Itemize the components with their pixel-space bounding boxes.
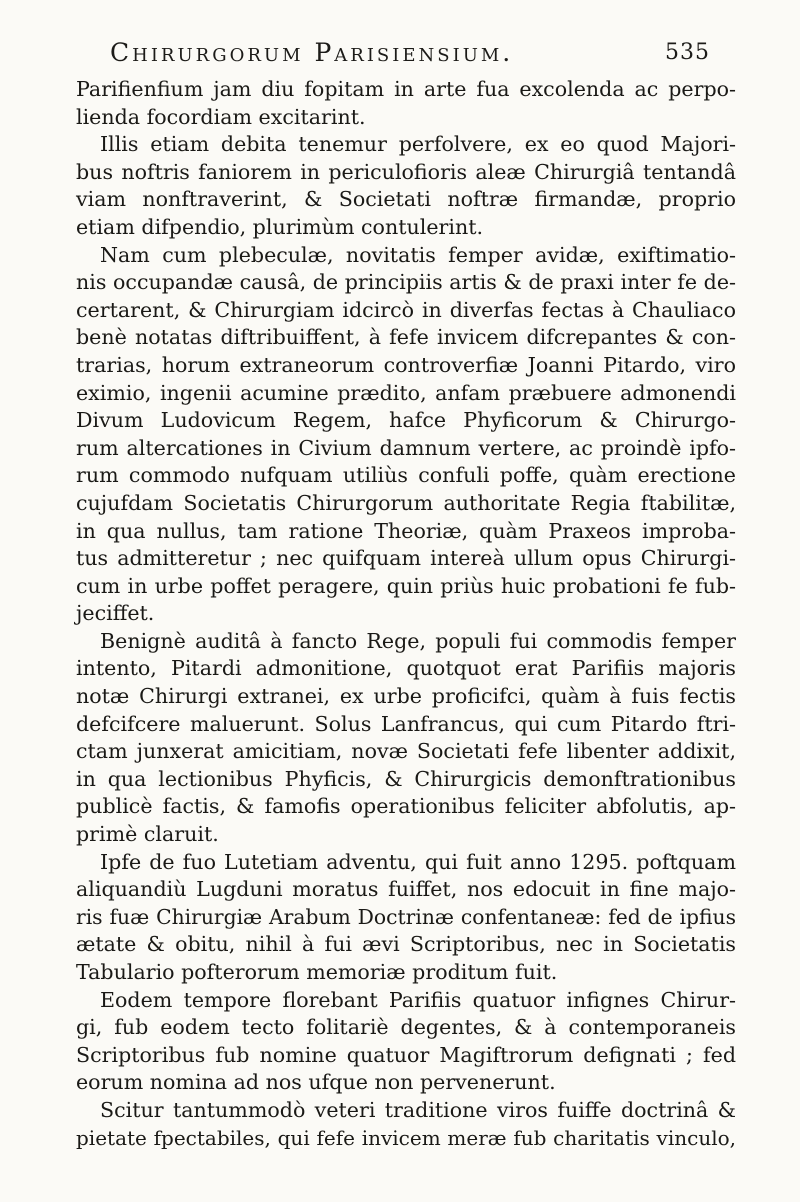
text-line: eorum nomina ad nos ufque non pervenerunt. [76, 1070, 556, 1095]
text-line: Parifienfium jam diu fopitam in arte fua excolenda ac perpo- [76, 77, 736, 101]
text-line: Divum Ludovicum Regem, hafce Phyficorum & Chirurgo- [76, 408, 736, 433]
text-line: lienda focordiam excitarint. [76, 104, 366, 129]
text-line: nis occupandæ causâ, de principiis artis & de praxi inter fe de- [76, 270, 736, 295]
text-line: rum commodo nufquam utiliùs confuli poffe, quàm erectione [76, 463, 736, 488]
running-head [110, 38, 710, 74]
text-line: in qua nullus, tam ratione Theoriæ, quàm Praxeos improba- [76, 518, 736, 543]
text-line: certarent, & Chirurgiam idcircò in diverfas fectas à Chauliaco [76, 297, 736, 322]
text-line: eximio, ingenii acumine prædito, anfam præbuere admonendi [76, 380, 736, 405]
text-line: Tabulario pofterorum memoriæ proditum fuit. [76, 960, 558, 984]
text-line: Ipfe de fuo Lutetiam adventu, qui fuit anno 1295. poftquam [100, 849, 736, 874]
text-line: Scitur tantummodò veteri traditione viros fuiffe doctrinâ & [100, 1097, 736, 1122]
text-line: Eodem tempore florebant Parifiis quatuor infignes Chirur- [100, 987, 736, 1012]
text-line: viam nonftraverint, & Societati noftræ firmandæ, proprio [76, 187, 736, 212]
text-line: etiam difpendio, plurimùm contulerint. [76, 214, 484, 239]
text-line: intento, Pitardi admonitione, quotquot erat Parifiis majoris [76, 656, 736, 681]
text-line: rum altercationes in Civium damnum vertere, ac proindè ipfo- [76, 435, 736, 460]
text-line: notæ Chirurgi extranei, ex urbe proficifci, quàm à fuis fectis [76, 684, 736, 709]
text-line: Benignè auditâ à fancto Rege, populi fui commodis femper [100, 628, 736, 653]
text-line: Illis etiam debita tenemur perfolvere, ex eo quod Majori- [100, 132, 736, 157]
text-line: Scriptoribus fub nomine quatuor Magiftrorum defignati ; fed [76, 1042, 736, 1067]
text-line: pietate fpectabiles, qui fefe invicem meræ fub charitatis vinculo, [76, 1125, 736, 1150]
text-line: jeciffet. [76, 601, 155, 626]
text-line: ætate & obitu, nihil à fui ævi Scriptoribus, nec in Societatis [76, 932, 736, 957]
page-number: 535 [665, 40, 710, 65]
body-text [76, 76, 736, 1152]
text-line: publicè factis, & famofis operationibus feliciter abfolutis, ap- [76, 794, 736, 819]
text-line: gi, fub eodem tecto folitariè degentes, & à contemporaneis [76, 1015, 736, 1040]
text-line: tus admitteretur ; nec quifquam intereà ullum opus Chirurgi- [76, 546, 736, 571]
text-line: ctam junxerat amicitiam, novæ Societati fefe libenter addixit, [76, 739, 736, 764]
text-line: in qua lectionibus Phyficis, & Chirurgicis demonftrationibus [76, 766, 736, 791]
text-line: cum in urbe poffet peragere, quin priùs huic probationi fe fub- [76, 573, 736, 598]
running-title: Chirurgorum Parisiensium. [110, 38, 514, 67]
text-line: trarias, horum extraneorum controverfiæ Joanni Pitardo, viro [76, 352, 736, 377]
text-line: defcifcere maluerunt. Solus Lanfrancus, qui cum Pitardo ftri- [76, 711, 736, 736]
text-line: cujufdam Societatis Chirurgorum authoritate Regia ftabilitæ, [76, 490, 736, 515]
text-line: benè notatas diftribuiffent, à fefe invicem difcrepantes & con- [76, 325, 736, 350]
text-line: Nam cum plebeculæ, novitatis femper avidæ, exiftimatio- [100, 242, 736, 267]
text-line: ris fuæ Chirurgiæ Arabum Doctrinæ confentaneæ: fed de ipfius [76, 904, 736, 929]
text-line: primè claruit. [76, 822, 219, 847]
text-line: aliquandiù Lugduni moratus fuiffet, nos edocuit in fine majo- [76, 877, 736, 902]
text-line: bus noftris faniorem in periculofioris aleæ Chirurgiâ tentandâ [76, 159, 736, 184]
